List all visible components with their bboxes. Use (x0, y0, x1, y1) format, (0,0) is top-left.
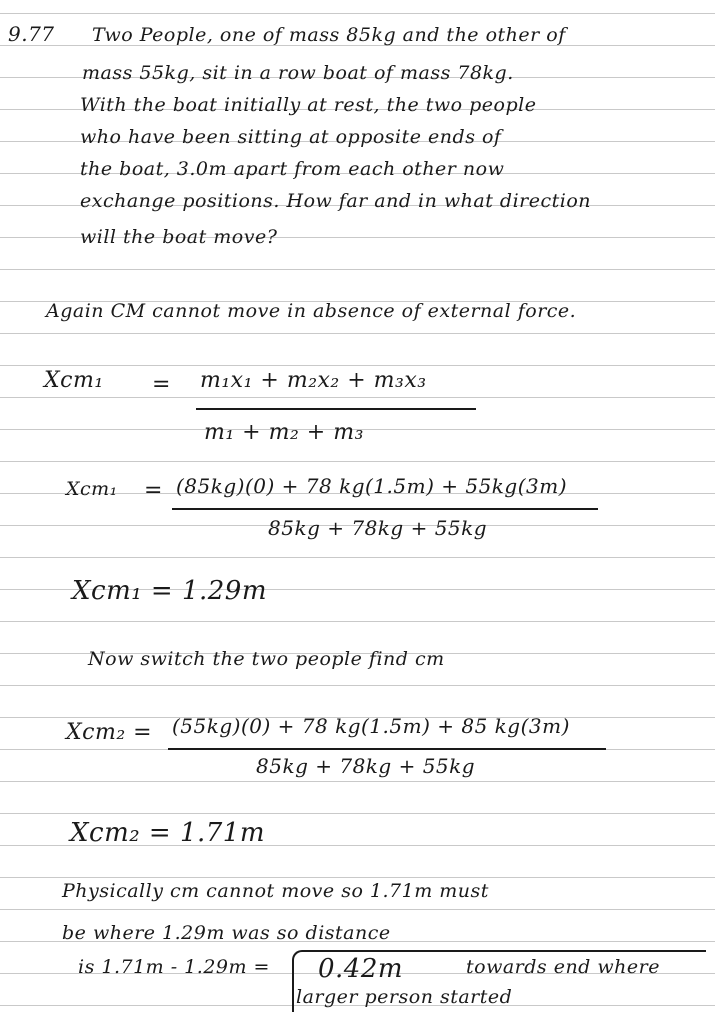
answer-value: 0.42m (318, 954, 404, 984)
conclusion-line-2: be where 1.29m was so distance (62, 922, 391, 944)
step2-label: Xcm₂ = (66, 720, 153, 745)
problem-line-4: who have been sitting at opposite ends of (80, 126, 502, 148)
conclusion-line-3: is 1.71m - 1.29m = (78, 956, 270, 978)
switch-note: Now switch the two people find cm (88, 648, 445, 670)
answer-direction: towards end where (466, 956, 660, 978)
problem-line-1: Two People, one of mass 85kg and the other of (92, 24, 566, 46)
problem-line-7: will the boat move? (80, 226, 278, 248)
problem-line-3: With the boat initially at rest, the two people (80, 94, 537, 116)
intro-line: Again CM cannot move in absence of external force. (46, 300, 577, 322)
formula-equals: = (152, 372, 171, 397)
step1-label: Xcm₁ (66, 478, 118, 500)
problem-line-5: the boat, 3.0m apart from each other now (80, 158, 505, 180)
step1-fraction-bar (172, 508, 598, 510)
step2-fraction (168, 712, 606, 786)
formula-fraction-bar (196, 408, 476, 410)
conclusion-line-1: Physically cm cannot move so 1.71m must (62, 880, 489, 902)
step1-fraction (172, 472, 598, 546)
formula-numerator: m₁x₁ + m₂x₂ + m₃x₃ (200, 368, 427, 393)
answer-direction-2: larger person started (296, 986, 513, 1008)
result1: Xcm₁ = 1.29m (72, 576, 268, 606)
step1-numerator: (85kg)(0) + 78 kg(1.5m) + 55kg(3m) (176, 474, 568, 498)
step2-fraction-bar (168, 748, 606, 750)
step2-denominator: 85kg + 78kg + 55kg (256, 754, 476, 778)
problem-line-2: mass 55kg, sit in a row boat of mass 78kg. (82, 62, 514, 84)
formula-denominator: m₁ + m₂ + m₃ (204, 420, 364, 445)
formula-label: Xcm₁ (44, 368, 104, 393)
step1-equals: = (144, 478, 163, 503)
problem-line-6: exchange positions. How far and in what direction (80, 190, 592, 212)
problem-number: 9.77 (8, 22, 55, 46)
step1-denominator: 85kg + 78kg + 55kg (268, 516, 488, 540)
result2: Xcm₂ = 1.71m (70, 818, 266, 848)
step2-numerator: (55kg)(0) + 78 kg(1.5m) + 85 kg(3m) (172, 714, 570, 738)
formula-fraction (196, 368, 476, 458)
